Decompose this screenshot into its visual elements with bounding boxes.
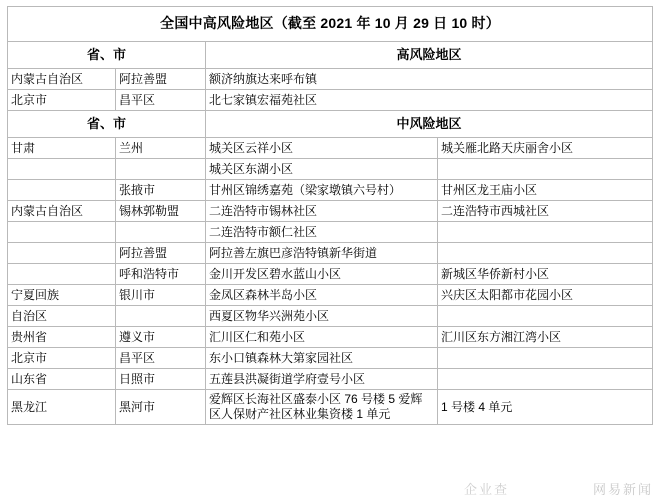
- row-area-2: [438, 306, 653, 327]
- mid-risk-header-area: 中风险地区: [206, 111, 653, 138]
- table-row: [8, 69, 653, 90]
- row-province: 山东省: [8, 369, 116, 390]
- row-city: 兰州: [116, 138, 206, 159]
- row-province: [8, 264, 116, 285]
- row-area-1: 汇川区仁和苑小区: [206, 327, 438, 348]
- row-area-2: 城关雁北路天庆丽舍小区: [438, 138, 653, 159]
- row-area-2: [438, 243, 653, 264]
- row-area-1: 金川开发区碧水蓝山小区: [206, 264, 438, 285]
- row-province: 宁夏回族: [8, 285, 116, 306]
- row-area-2: 汇川区东方湘江湾小区: [438, 327, 653, 348]
- row-area-2: [438, 222, 653, 243]
- row-area-2: 1 号楼 4 单元: [438, 390, 653, 425]
- row-province: [8, 180, 116, 201]
- risk-area-table: [7, 6, 653, 425]
- table-row: [8, 348, 653, 369]
- table-row: [8, 243, 653, 264]
- row-area-2: 兴庆区太阳都市花园小区: [438, 285, 653, 306]
- row-area-1: 二连浩特市额仁社区: [206, 222, 438, 243]
- row-area-2: [438, 348, 653, 369]
- watermark-left: 企业查: [463, 482, 509, 497]
- watermark-right: 网易新闻: [592, 482, 653, 497]
- row-city: 张掖市: [116, 180, 206, 201]
- row-area-1: 城关区云祥小区: [206, 138, 438, 159]
- row-area-1: 东小口镇森林大第家园社区: [206, 348, 438, 369]
- row-area-1: 爱辉区长海社区盛泰小区 76 号楼 5 爱辉区人保财产社区林业集资楼 1 单元: [206, 390, 438, 425]
- row-area-2: 甘州区龙王庙小区: [438, 180, 653, 201]
- row-province: 黑龙江: [8, 390, 116, 425]
- row-city: 呼和浩特市: [116, 264, 206, 285]
- high-risk-header-province: 省、市: [8, 42, 206, 69]
- row-area-1: 阿拉善左旗巴彦浩特镇新华街道: [206, 243, 438, 264]
- high-risk-header-row: [8, 42, 653, 69]
- table-row: [8, 222, 653, 243]
- row-city: [116, 159, 206, 180]
- table-row: [8, 327, 653, 348]
- row-area-1: 二连浩特市锡林社区: [206, 201, 438, 222]
- row-city: 阿拉善盟: [116, 243, 206, 264]
- row-province: 内蒙古自治区: [8, 69, 116, 90]
- table-row: [8, 159, 653, 180]
- mid-risk-header-province: 省、市: [8, 111, 206, 138]
- mid-risk-header-row: [8, 111, 653, 138]
- row-area-2: 二连浩特市西城社区: [438, 201, 653, 222]
- table-row: [8, 285, 653, 306]
- row-city: 黑河市: [116, 390, 206, 425]
- row-city: 日照市: [116, 369, 206, 390]
- row-province: 贵州省: [8, 327, 116, 348]
- row-city: [116, 222, 206, 243]
- table-row: [8, 180, 653, 201]
- row-city: 遵义市: [116, 327, 206, 348]
- page-title: 全国中高风险地区（截至 2021 年 10 月 29 日 10 时）: [8, 7, 653, 42]
- row-city: 阿拉善盟: [116, 69, 206, 90]
- table-row: [8, 201, 653, 222]
- row-area-2: 新城区华侨新村小区: [438, 264, 653, 285]
- table-row: [8, 369, 653, 390]
- table-title-row: [8, 7, 653, 42]
- table-row: [8, 138, 653, 159]
- row-province: 甘肃: [8, 138, 116, 159]
- row-province: 北京市: [8, 348, 116, 369]
- row-province: [8, 222, 116, 243]
- table-row: [8, 390, 653, 425]
- row-city: 锡林郭勒盟: [116, 201, 206, 222]
- row-area-2: [438, 369, 653, 390]
- row-area-1: 甘州区锦绣嘉苑（梁家墩镇六号村）: [206, 180, 438, 201]
- row-province: 北京市: [8, 90, 116, 111]
- high-risk-header-area: 高风险地区: [206, 42, 653, 69]
- document-sheet: [0, 6, 659, 501]
- row-province: [8, 159, 116, 180]
- row-city: 昌平区: [116, 90, 206, 111]
- row-area-1: 金凤区森林半岛小区: [206, 285, 438, 306]
- table-row: [8, 306, 653, 327]
- row-area-1: 五莲县洪凝街道学府壹号小区: [206, 369, 438, 390]
- row-province: 内蒙古自治区: [8, 201, 116, 222]
- table-row: [8, 90, 653, 111]
- row-area: 额济纳旗达来呼布镇: [206, 69, 653, 90]
- row-area-1: 城关区东湖小区: [206, 159, 438, 180]
- row-province: [8, 243, 116, 264]
- row-area-1: 西夏区物华兴洲苑小区: [206, 306, 438, 327]
- row-area: 北七家镇宏福苑社区: [206, 90, 653, 111]
- row-province: 自治区: [8, 306, 116, 327]
- row-city: 银川市: [116, 285, 206, 306]
- row-area-2: [438, 159, 653, 180]
- row-city: 昌平区: [116, 348, 206, 369]
- table-row: [8, 264, 653, 285]
- row-city: [116, 306, 206, 327]
